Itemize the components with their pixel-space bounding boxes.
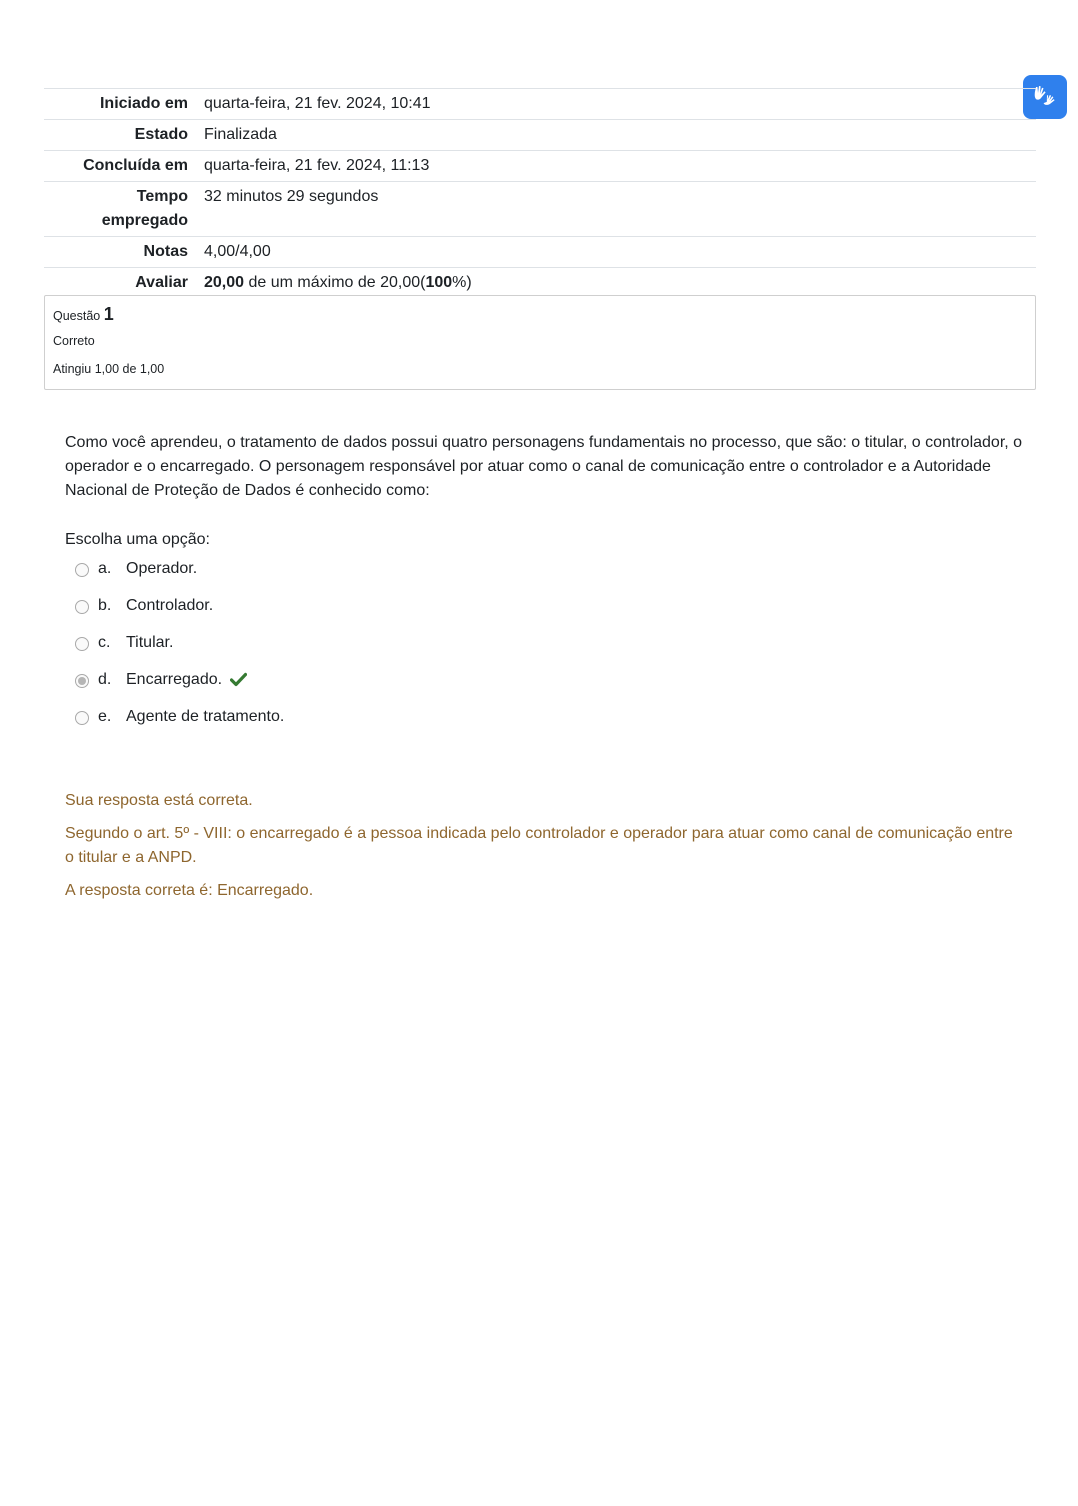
summary-row-time — [44, 182, 1036, 237]
summary-label-line: Tempo — [136, 188, 188, 205]
answer-option-c[interactable] — [72, 631, 672, 668]
question-text: Como você aprendeu, o tratamento de dados possui quatro personagens fundamentais no processo, que são: o titular, o controlador, o operador e o encarregado. O personagem responsável por atuar como o canal de comunicação entre o controlador e a Autoridade Nacional de Proteção de Dados é conhecido como: — [65, 434, 1023, 499]
summary-value: 4,00/4,00 — [204, 243, 271, 260]
question-number: 1 — [103, 304, 114, 324]
summary-value: quarta-feira, 21 fev. 2024, 11:13 — [204, 157, 430, 174]
grade-text-end: %) — [452, 274, 472, 291]
summary-value — [204, 268, 1036, 299]
feedback-status: Sua resposta está correta. — [65, 792, 253, 809]
summary-value: 32 minutos 29 segundos — [204, 188, 379, 205]
summary-value: quarta-feira, 21 fev. 2024, 10:41 — [204, 95, 431, 112]
summary-value: Finalizada — [204, 126, 277, 143]
summary-label — [44, 182, 204, 237]
answer-option-e[interactable] — [72, 705, 672, 742]
summary-row-state — [44, 120, 1036, 151]
answer-option-b[interactable] — [72, 594, 672, 631]
question-number-line — [53, 304, 1027, 326]
grade-text: de um máximo de 20,00( — [244, 274, 426, 291]
summary-label: Concluída em — [83, 157, 188, 174]
answer-prompt: Escolha uma opção: — [65, 531, 210, 548]
option-letter: e. — [98, 708, 112, 725]
option-letter: c. — [98, 634, 111, 651]
summary-label: Avaliar — [135, 274, 188, 291]
attempt-summary-table — [44, 88, 1036, 298]
option-letter: d. — [98, 671, 112, 688]
summary-label-line: empregado — [101, 212, 188, 229]
summary-row-started — [44, 89, 1036, 120]
option-text: Titular. — [126, 634, 174, 651]
radio-button-selected[interactable] — [75, 674, 89, 688]
question-state: Correto — [53, 334, 95, 348]
summary-label: Iniciado em — [99, 95, 188, 112]
question-info-box — [44, 295, 1036, 390]
answer-options — [72, 557, 672, 742]
summary-row-grade — [44, 268, 1036, 299]
summary-row-marks — [44, 237, 1036, 268]
grade-percent: 100 — [425, 274, 453, 291]
question-grade: Atingiu 1,00 de 1,00 — [53, 362, 165, 376]
feedback-right-answer: A resposta correta é: Encarregado. — [65, 882, 314, 899]
radio-button[interactable] — [75, 637, 89, 651]
option-text: Encarregado. — [126, 671, 223, 688]
option-letter: b. — [98, 597, 112, 614]
summary-label: Notas — [143, 243, 188, 260]
summary-label: Estado — [134, 126, 188, 143]
feedback-section — [65, 789, 1025, 912]
radio-button[interactable] — [75, 563, 89, 577]
question-label: Questão — [53, 309, 101, 323]
summary-row-completed — [44, 151, 1036, 182]
grade-score: 20,00 — [204, 274, 245, 291]
option-letter: a. — [98, 560, 112, 577]
radio-button[interactable] — [75, 711, 89, 725]
answer-option-d[interactable] — [72, 668, 672, 705]
answer-option-a[interactable] — [72, 557, 672, 594]
option-text: Operador. — [126, 560, 198, 577]
checkmark-icon — [230, 672, 247, 687]
radio-button[interactable] — [75, 600, 89, 614]
option-text: Agente de tratamento. — [126, 708, 285, 725]
feedback-explanation: Segundo o art. 5º - VIII: o encarregado é a pessoa indicada pelo controlador e operador para atuar como canal de comunicação entre o titular e a ANPD. — [65, 825, 1013, 866]
option-text: Controlador. — [126, 597, 214, 614]
